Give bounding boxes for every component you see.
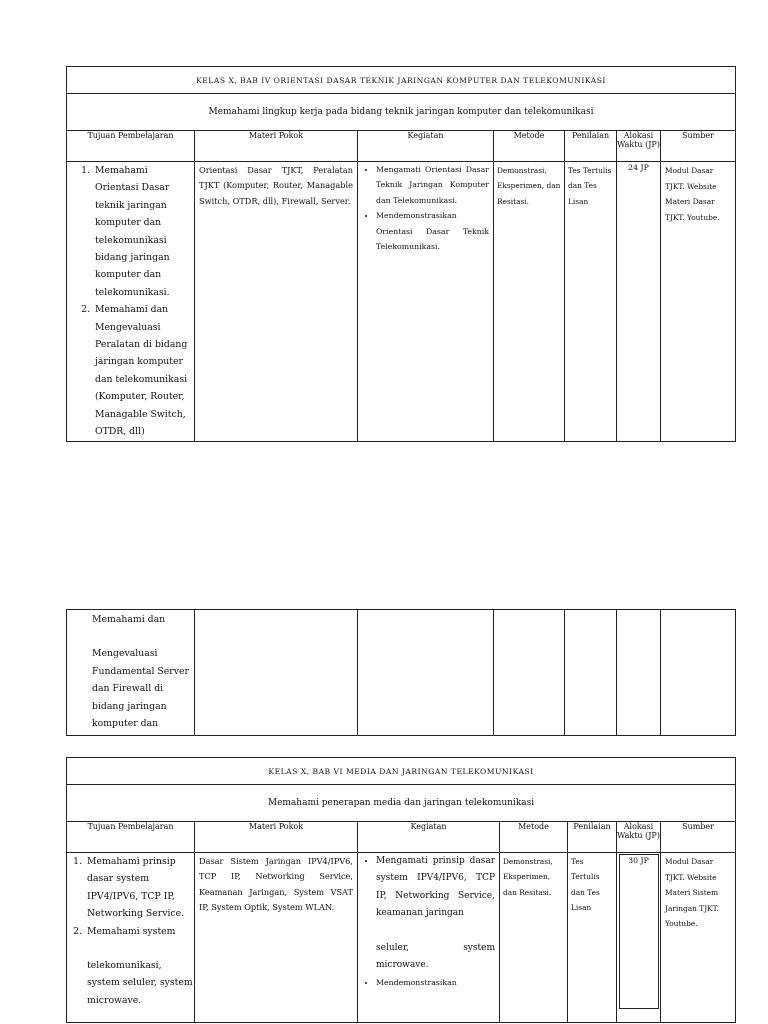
header-kegiatan: Kegiatan: [358, 822, 500, 853]
penilaian-cell: Tes Tertulis dan Tes Lisan: [568, 853, 617, 1023]
empty-cell: [195, 610, 358, 736]
header-tujuan: Tujuan Pembelajaran: [67, 131, 195, 162]
metode-cell: Demonstrasi, Eksperimen, dan Resitasi.: [494, 162, 565, 442]
tujuan-item: 1. Memahami Orientasi Dasar teknik jaringan komputer dan telekomunikasi bidang jaringan komputer dan telekomunikasi.: [93, 162, 194, 301]
header-penilaian: Penilaian: [568, 822, 617, 853]
header-tujuan: Tujuan Pembelajaran: [67, 822, 195, 853]
table-continuation: [66, 609, 736, 736]
header-alokasi: Alokasi Waktu (JP): [617, 822, 661, 853]
tujuan-item-first: Memahami system: [87, 925, 176, 937]
chapter-title: KELAS X, BAB IV ORIENTASI DASAR TEKNIK JARINGAN KOMPUTER DAN TELEKOMUNIKASI: [67, 67, 736, 94]
kegiatan-cell: [358, 162, 494, 442]
header-kegiatan: Kegiatan: [358, 131, 494, 162]
kegiatan-item: • Mendemonstrasikan: [376, 974, 499, 991]
materi-cell: Orientasi Dasar TJKT, Peralatan TJKT (Komputer, Router, Managable Switch, OTDR, dll), Firewall, Server.: [195, 162, 358, 442]
empty-cell: [494, 610, 565, 736]
header-penilaian: Penilaian: [565, 131, 617, 162]
kegiatan-item: • Mendemonstrasikan Orientasi Dasar Teknik Telekomunikasi.: [376, 208, 493, 254]
alokasi-cell: 24 JP: [617, 162, 661, 442]
materi-cell: Dasar Sistem Jaringan IPV4/IPV6, TCP IP, Networking Service, Keamanan Jaringan, System VSAT IP, System Optik, System WLAN.: [195, 853, 358, 1023]
tujuan-item: 1. Memahami prinsip dasar system IPV4/IPV6, TCP IP, Networking Service.: [85, 853, 194, 923]
empty-cell: [565, 610, 617, 736]
tujuan-continuation-first: Memahami dan: [92, 614, 166, 625]
kegiatan-item: • Mengamati Orientasi Dasar Teknik Jaringan Komputer dan Telekomunikasi.: [376, 162, 493, 208]
alokasi-cell: [617, 853, 661, 1023]
metode-cell: Demonstrasi, Eksperimen, dan Resitasi.: [500, 853, 568, 1023]
tujuan-item: [85, 923, 194, 1010]
tujuan-continuation-text: Mengevaluasi Fundamental Server dan Firewall di bidang jaringan komputer dan: [92, 648, 189, 730]
penilaian-cell: Tes Tertulis dan Tes Lisan: [565, 162, 617, 442]
kegiatan-item: [376, 853, 499, 974]
chapter-subtitle: Memahami penerapan media dan jaringan telekomunikasi: [67, 785, 736, 822]
header-alokasi: Alokasi Waktu (JP): [617, 131, 661, 162]
header-metode: Metode: [494, 131, 565, 162]
sumber-cell: Modul Dasar TJKT. Website Materi Sistem Jaringan TJKT. Youtube.: [661, 853, 736, 1023]
chapter-subtitle: Memahami lingkup kerja pada bidang teknik jaringan komputer dan telekomunikasi: [67, 94, 736, 131]
alokasi-box: 30 JP: [619, 854, 659, 1009]
header-materi: Materi Pokok: [195, 131, 358, 162]
header-metode: Metode: [500, 822, 568, 853]
header-sumber: Sumber: [661, 822, 736, 853]
header-sumber: Sumber: [661, 131, 736, 162]
header-materi: Materi Pokok: [195, 822, 358, 853]
tujuan-continuation-cell: [67, 610, 195, 736]
empty-cell: [617, 610, 661, 736]
empty-cell: [661, 610, 736, 736]
tujuan-item: 2. Memahami dan Mengevaluasi Peralatan di bidang jaringan komputer dan telekomunikasi (Komputer, Router, Managable Switch, OTDR, dll): [93, 301, 194, 440]
sumber-cell: Modul Dasar TJKT. Website Materi Dasar TJKT. Youtube.: [661, 162, 736, 442]
empty-cell: [358, 610, 494, 736]
kegiatan-item-rest: seluler, system microwave.: [376, 942, 495, 971]
chapter-title: KELAS X, BAB VI MEDIA DAN JARINGAN TELEKOMUNIKASI: [67, 758, 736, 785]
tujuan-cell: [67, 853, 195, 1023]
tujuan-item-rest: telekomunikasi, system seluler, system microwave.: [87, 960, 193, 1006]
table-bab-iv: [66, 66, 736, 442]
table-bab-vi: [66, 757, 736, 1023]
kegiatan-item-main: Mengamati prinsip dasar system IPV4/IPV6, TCP IP, Networking Service, keamanan jaringan: [376, 856, 495, 919]
tujuan-cell: [67, 162, 195, 442]
kegiatan-cell: [358, 853, 500, 1023]
